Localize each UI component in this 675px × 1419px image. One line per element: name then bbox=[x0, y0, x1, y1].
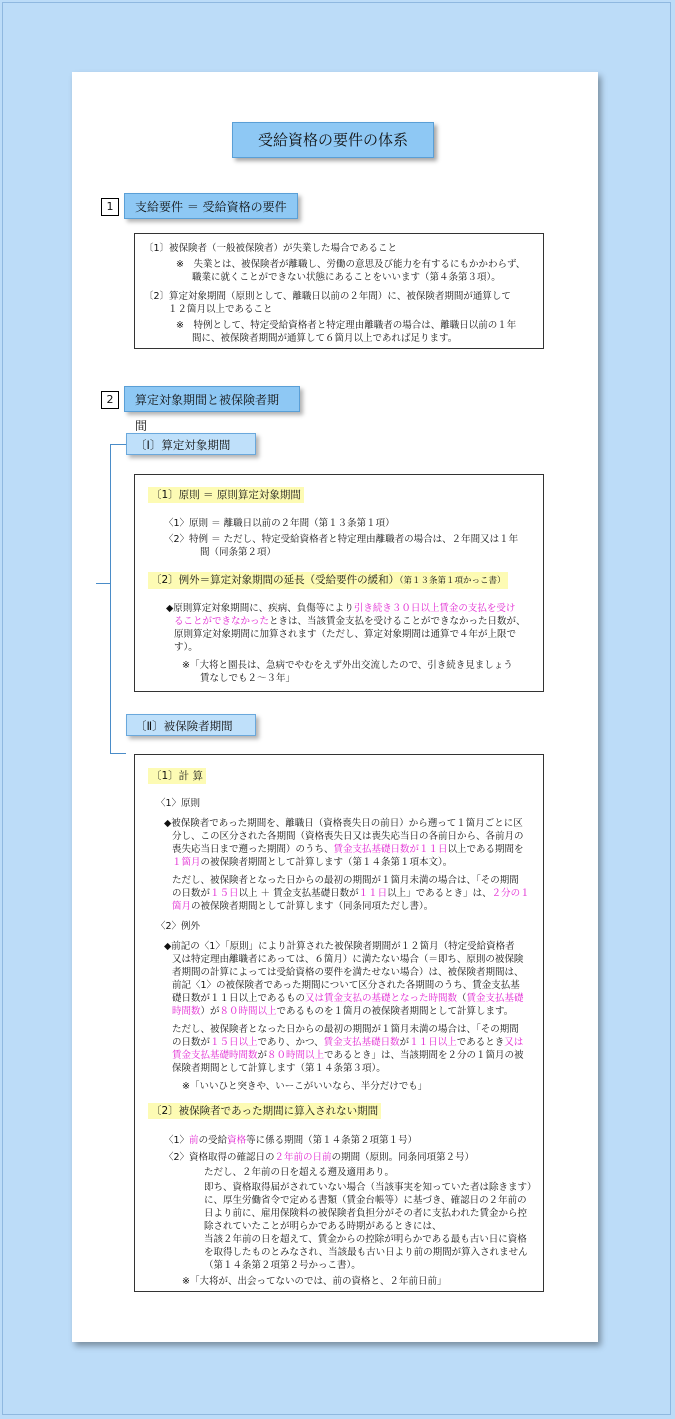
s1-line1: 〔1〕被保険者（一般被保険者）が失業した場合であること bbox=[144, 243, 398, 254]
tree-connector bbox=[110, 444, 111, 753]
sub2-r7: ただし、被保険者となった日からの最初の期間が１箇月未満の場合は、「その期間 bbox=[172, 1024, 519, 1035]
s1-line4: 〔2〕算定対象期間（原則として、離職日以前の２年間）に、被保険者期間が通算して bbox=[144, 291, 511, 302]
sub1-h2-note: （第１３条第１項かっこ書） bbox=[399, 576, 506, 586]
s1-line5: １２箇月以上であること bbox=[168, 304, 273, 315]
sub1-h2-text: 〔2〕例外＝算定対象期間の延長（受給要件の緩和） bbox=[151, 574, 400, 586]
tree-branch-main bbox=[96, 583, 110, 584]
sub2-g1: ◆被保険者であった期間を、離職日（資格喪失日の前日）から遡って１箇月ごとに区 bbox=[164, 818, 523, 829]
sub1-l2b: 間（同条第２項） bbox=[200, 547, 277, 558]
s1-line6: ※ 特例として、特定受給資格者と特定理由離職者の場合は、離職日以前の１年 bbox=[176, 320, 517, 331]
sub2-s10: （第１４条第２項第２号かっこ書）。 bbox=[204, 1260, 361, 1271]
sub1-note-a: ※「大将と園長は、急病でやむをえず外出交流したので、引き続き見ましょう bbox=[182, 660, 513, 671]
sub2-g7: 箇月の被保険者期間として計算します（同条同項ただし書）。 bbox=[172, 901, 434, 912]
sub2-s8: 当該２年前の日を超えて、賃金からの控除が明らかである最も古い日に資格 bbox=[204, 1234, 527, 1245]
sub1-note-b: 賃なしでも２～３年」 bbox=[200, 673, 296, 684]
sub2-r2: 又は特定理由離職者にあっては、６箇月）に満たない場合（＝即ち、原則の被保険 bbox=[172, 954, 524, 965]
sub2-reigai: 〈2〉例外 bbox=[156, 921, 201, 932]
sub2-h2: 〔2〕被保険者であった期間に算入されない期間 bbox=[148, 1103, 381, 1119]
sub2-note3: ※「大将が、出会ってないのでは、前の資格と、２年前日前」 bbox=[182, 1276, 447, 1287]
page-title: 受給資格の要件の体系 bbox=[232, 122, 434, 158]
sub2-s4: 即ち、資格取得届がされていない場合（当該事実を知っていた者は除きます） bbox=[204, 1182, 537, 1193]
sub2-s6: 日より前に、雇用保険料の被保険者負担分がその者に支払われた賃金から控 bbox=[204, 1208, 528, 1219]
section2-heading: 算定対象期間と被保険者期間 bbox=[124, 386, 300, 412]
sub2-h1: 〔1〕計 算 bbox=[148, 768, 206, 784]
section1-heading: 支給要件 ＝ 受給資格の要件 bbox=[124, 193, 298, 219]
tree-branch-1 bbox=[110, 444, 126, 445]
sub2-s7: 除されていたことが明らかである時期があるときには、 bbox=[204, 1221, 442, 1232]
sub1-h2 bbox=[148, 572, 508, 589]
sub2-gensoku: 〈1〉原則 bbox=[156, 798, 201, 809]
sub1-l1: 〈1〉原則 ＝ 離職日以前の２年間（第１３条第１項） bbox=[164, 518, 395, 529]
section2-number: 2 bbox=[101, 391, 119, 409]
sub2-s5: に、厚生労働省令で定める書類（賃金台帳等）に基づき、確認日の２年前の bbox=[204, 1195, 527, 1206]
sub1-p1d: す）。 bbox=[174, 642, 198, 653]
section1-number: 1 bbox=[101, 198, 119, 216]
s1-line7: 間に、被保険者期間が通算して６箇月以上であれば足ります。 bbox=[192, 333, 458, 344]
sub2-r9: 賃金支払基礎時間数が８０時間以上であるとき」は、当該期間を２分の１箇月の被 bbox=[172, 1050, 524, 1061]
sub2-heading: 〔Ⅱ〕被保険者期間 bbox=[126, 714, 256, 736]
s1-line3: 職業に就くことができない状態にあることをいいます（第４条第３項）。 bbox=[192, 272, 501, 283]
sub2-g4: １箇月の被保険者期間として計算します（第１４条第１項本文）。 bbox=[172, 857, 453, 868]
sub1-p1b: ることができなかったときは、当該賃金支払を受けることができなかった日数が、 bbox=[174, 616, 526, 627]
sub2-r1: ◆前記の〈1〉「原則」により計算された被保険者期間が１２箇月（特定受給資格者 bbox=[164, 941, 515, 952]
sub1-p1a: ◆原則算定対象期間に、疾病、負傷等により引き続き３０日以上賃金の支払を受け bbox=[166, 603, 516, 614]
sub1-heading: 〔Ⅰ〕算定対象期間 bbox=[126, 433, 256, 455]
sub2-r5: 礎日数が１１日以上であるもの又は賃金支払の基礎となった時間数（賃金支払基礎 bbox=[172, 993, 524, 1004]
sub2-r10: 保険者期間として計算します（第１４条第３項）。 bbox=[172, 1063, 386, 1074]
sub2-g3: 喪失応当日まで遡った期間）のうち、賃金支払基礎日数が１１日以上である期間を bbox=[172, 844, 524, 855]
tree-branch-2 bbox=[110, 753, 126, 754]
sub2-g6: の日数が１５日以上 ＋ 賃金支払基礎日数が１１日以上」であるとき」は、２分の１ bbox=[172, 888, 530, 899]
sub2-r3: 者期間の計算によっては受給資格の要件を満たせない場合）は、被保険者期間は、 bbox=[172, 967, 524, 978]
sub2-g2: 分し、この区分された各期間（資格喪失日又は喪失応当日の各前日から、各前月の bbox=[172, 831, 524, 842]
sub2-r6: 時間数）が８０時間以上であるものを１箇月の被保険者期間として計算します。 bbox=[172, 1006, 514, 1017]
sub2-s1: 〈1〉前の受給資格等に係る期間（第１４条第２項第１号） bbox=[164, 1135, 418, 1146]
sub2-s9: を取得したものとみなされ、当該最も古い日より前の期間が算入されません bbox=[204, 1247, 528, 1258]
sub2-r8: の日数が１５日以上であり、かつ、賃金支払基礎日数が１１日以上であるとき又は bbox=[172, 1037, 524, 1048]
sub2-s3: ただし、２年前の日を超える遡及適用あり。 bbox=[204, 1167, 395, 1178]
sub2-r4: 前記〈1〉の被保険者であった期間について区分された各期間のうち、賃金支払基 bbox=[172, 980, 520, 991]
sub1-l2a: 〈2〉特例 ＝ ただし、特定受給資格者と特定理由離職者の場合は、２年間又は１年 bbox=[164, 534, 519, 545]
sub1-h1: 〔1〕原則 ＝ 原則算定対象期間 bbox=[148, 487, 304, 503]
sub2-s2: 〈2〉資格取得の確認日の２年前の日前の期間（原則。同条同項第２号） bbox=[164, 1152, 475, 1163]
sub1-p1c: 原則算定対象期間に加算されます（ただし、算定対象期間は通算で４年が上限で bbox=[174, 629, 517, 640]
s1-line2: ※ 失業とは、被保険者が離職し、労働の意思及び能力を有するにもかかわらず、 bbox=[176, 259, 526, 270]
sub2-note2: ※「いいひと突きや、いーこがいいなら、半分だけでも」 bbox=[182, 1081, 428, 1092]
sub2-g5: ただし、被保険者となった日からの最初の期間が１箇月未満の場合は、「その期間 bbox=[172, 875, 519, 886]
